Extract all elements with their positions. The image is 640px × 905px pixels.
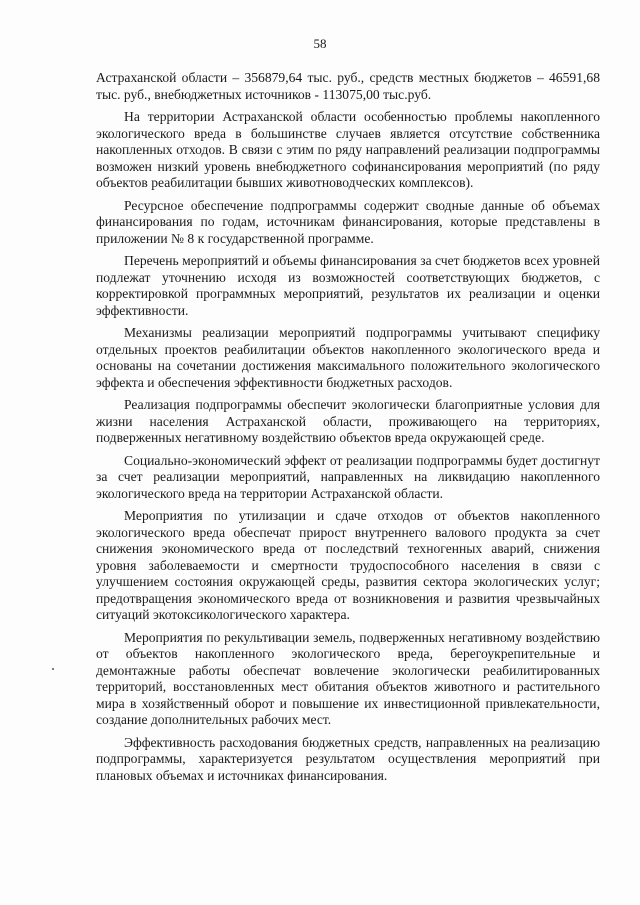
- paragraph-7: Социально-экономический эффект от реализации подпрограммы будет достигнут за счет реализации мероприятий, направленных на ликвидацию накопленного экологического вреда на территории Астраханской области.: [96, 452, 600, 501]
- paragraph-10: Эффективность расходования бюджетных средств, направленных на реализацию подпрограммы, характеризуется результатом осуществления мероприятий при плановых объемах и источниках финансирования.: [96, 734, 600, 783]
- paragraph-4: Перечень мероприятий и объемы финансирования за счет бюджетов всех уровней подлежат уточнению исходя из возможностей соответствующих бюджетов, с корректировкой программных мероприятий, результатов их реализации и оценки эффективности.: [96, 253, 600, 318]
- paragraph-1: Астраханской области – 356879,64 тыс. руб., средств местных бюджетов – 46591,68 тыс. руб., внебюджетных источников - 113075,00 тыс.руб.: [96, 70, 600, 102]
- paragraph-2: На территории Астраханской области особенностью проблемы накопленного экологического вреда в большинстве случаев является отсутствие собственника накопленных отходов. В связи с этим по ряду направлений реализации подпрограммы возможен низкий уровень внебюджетного софинансирования мероприятий (по ряду объектов реабилитации бывших животноводческих комплексов).: [96, 109, 600, 190]
- paragraph-5: Механизмы реализации мероприятий подпрограммы учитывают специфику отдельных проектов реабилитации объектов накопленного экологического вреда и основаны на сочетании достижения максимального положительного экологического эффекта и обеспечения эффективности бюджетных расходов.: [96, 325, 600, 390]
- paragraph-9: Мероприятия по рекультивации земель, подверженных негативному воздействию от объектов накопленного экологического вреда, берегоукрепительные и демонтажные работы обеспечат вовлечение экологически реабилитированных территорий, восстановленных мест обитания объектов животного и растительного мира в хозяйственный оборот и повышение их инвестиционной привлекательности, создание дополнительных рабочих мест.: [96, 629, 600, 727]
- page-number: 58: [313, 36, 327, 51]
- scan-speck: [52, 668, 54, 670]
- paragraph-8: Мероприятия по утилизации и сдаче отходов от объектов накопленного экологического вреда обеспечат прирост внутреннего валового продукта за счет снижения экономического вреда от последствий техногенных аварий, снижения уровня заболеваемости и смертности трудоспособного населения в связи с улучшением состояния окружающей среды, развития сектора экологических услуг; предотвращения экономического вреда от возникновения и развития чрезвычайных ситуаций экотоксикологического характера.: [96, 508, 600, 622]
- body-text: [96, 70, 600, 784]
- paragraph-3: Ресурсное обеспечение подпрограммы содержит сводные данные об объемах финансирования по годам, источникам финансирования, которые представлены в приложении № 8 к государственной программе.: [96, 197, 600, 246]
- paragraph-6: Реализация подпрограммы обеспечит экологически благоприятные условия для жизни населения Астраханской области, проживающего на территориях, подверженных негативному воздействию объектов вреда окружающей среде.: [96, 397, 600, 445]
